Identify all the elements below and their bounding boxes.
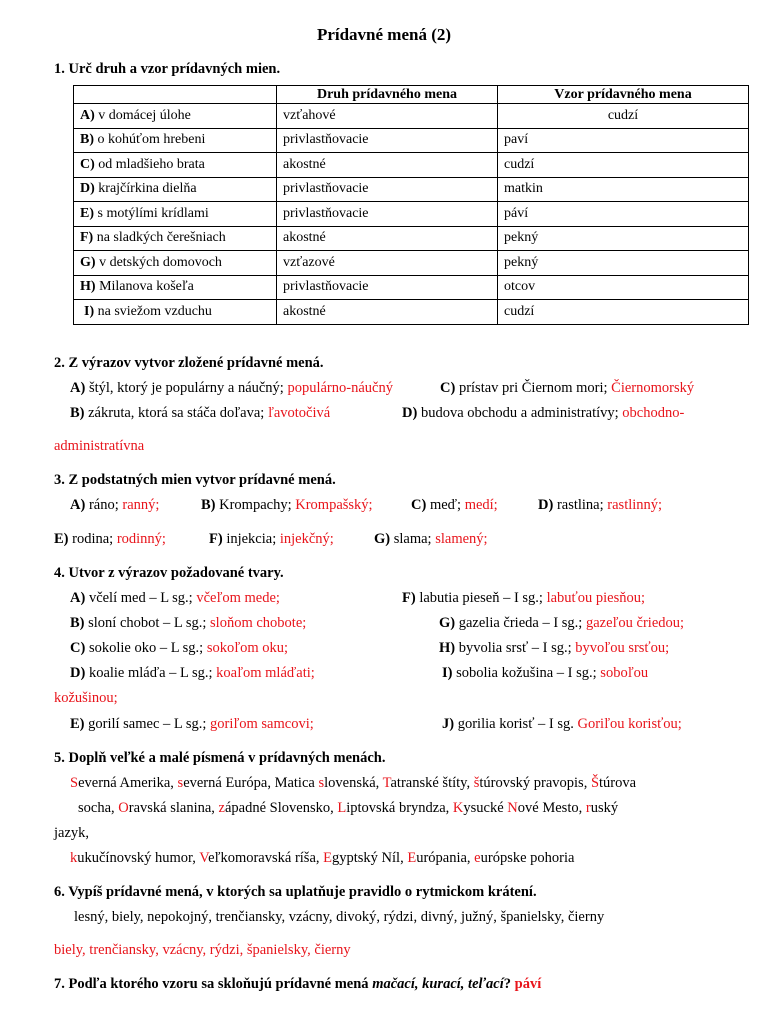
table-header-vzor: Vzor prídavného mena <box>498 86 749 104</box>
q4-item-d: D) koalie mláďa – L sg.; koaľom mláďati; <box>70 665 315 681</box>
q6-answer: biely, trenčiansky, vzácny, rýdzi, španielsky, čierny <box>54 942 351 958</box>
row-vzor: otcov <box>498 275 749 300</box>
row-druh: akostné <box>277 300 498 325</box>
answer: gazeľou čriedou; <box>585 615 685 631</box>
table-row <box>74 128 749 153</box>
row-vzor: cudzí <box>498 104 749 129</box>
answer: sokoľom oku; <box>206 640 289 656</box>
q3-item-f: F) injekcia; injekčný; <box>209 531 334 547</box>
q3-heading: 3. Z podstatných mien vytvor prídavné mená. <box>54 472 336 488</box>
answer: Krompašský; <box>295 497 373 513</box>
answer: včeľom mede; <box>196 590 280 606</box>
row-druh: privlastňovacie <box>277 128 498 153</box>
row-druh: vzťazové <box>277 251 498 276</box>
q4-item-c: C) sokolie oko – L sg.; sokoľom oku; <box>70 640 289 656</box>
q1-heading: 1. Urč druh a vzor prídavných mien. <box>54 61 281 77</box>
q6-list: lesný, biely, nepokojný, trenčiansky, vzácny, divoký, rýdzi, divný, južný, španielsky, čierny <box>74 909 605 925</box>
row-text: s motýlími krídlami <box>94 205 209 221</box>
row-letter: A) <box>80 107 95 123</box>
table-row <box>74 251 749 276</box>
q7-words: mačací, kurací, teľací <box>372 976 504 992</box>
answer: ľavotočivá <box>267 405 331 421</box>
answer: Goriľou korisťou; <box>577 716 682 732</box>
table-row <box>74 202 749 227</box>
answer: koaľom mláďati; <box>216 665 315 681</box>
answer: soboľou <box>600 665 649 681</box>
q5-line-1: Severná Amerika, severná Európa, Matica slovenská, Tatranské štíty, štúrovský pravopis, Štúrova <box>70 775 637 791</box>
row-letter: F) <box>80 230 94 246</box>
page-title: Prídavné mená (2) <box>316 25 452 44</box>
row-vzor: cudzí <box>498 300 749 325</box>
row-text: v domácej úlohe <box>94 107 191 123</box>
q7-answer: páví <box>514 976 542 992</box>
answer: rastlinný; <box>607 497 663 513</box>
row-letter: I) <box>84 303 95 319</box>
row-druh: privlastňovacie <box>277 202 498 227</box>
q6-heading: 6. Vypíš prídavné mená, v ktorých sa uplatňuje pravidlo o rytmickom krátení. <box>54 884 537 900</box>
q3-item-c: C) meď; medí; <box>411 497 498 513</box>
table-row <box>74 177 749 202</box>
row-druh: akostné <box>277 153 498 178</box>
row-vzor: pekný <box>498 251 749 276</box>
q2-item-a: A) štýl, ktorý je populárny a náučný; populárno-náučný <box>70 380 393 396</box>
q5-line-2: socha, Oravská slanina, západné Slovensko, Liptovská bryndza, Kysucké Nové Mesto, ruský <box>78 800 619 816</box>
row-letter: G) <box>80 254 96 270</box>
row-vzor: páví <box>498 202 749 227</box>
row-druh: privlastňovacie <box>277 177 498 202</box>
answer: medí; <box>464 497 498 513</box>
row-text: krajčírkina dielňa <box>94 181 197 197</box>
q3-item-g: G) slama; slamený; <box>374 531 488 547</box>
table-row <box>74 104 749 129</box>
row-text: v detských domovoch <box>95 254 222 270</box>
table-row <box>74 153 749 178</box>
row-text: od mladšieho brata <box>94 156 205 172</box>
q4-item-f: F) labutia pieseň – I sg.; labuťou piesňou; <box>402 590 645 606</box>
q5-line-4: kukučínovský humor, Veľkomoravská ríša, Egyptský Níl, Európania, európske pohoria <box>70 850 575 866</box>
answer: obchodno- <box>622 405 685 421</box>
q3-item-d: D) rastlina; rastlinný; <box>538 497 663 513</box>
q4-item-g: G) gazelia črieda – I sg.; gazeľou čriedou; <box>439 615 685 631</box>
row-text: o kohúťom hrebeni <box>94 132 206 148</box>
row-letter: D) <box>80 181 95 197</box>
q2-heading: 2. Z výrazov vytvor zložené prídavné mená. <box>54 355 324 371</box>
table-header-empty <box>74 86 277 104</box>
answer: labuťou piesňou; <box>546 590 645 606</box>
q3-item-b: B) Krompachy; Krompašský; <box>201 497 373 513</box>
answer: goriľom samcovi; <box>210 716 314 732</box>
q4-item-b: B) sloní chobot – L sg.; sloňom chobote; <box>70 615 307 631</box>
q1-table <box>73 85 749 325</box>
q3-item-a: A) ráno; ranný; <box>70 497 160 513</box>
row-letter: B) <box>80 132 94 148</box>
q4-item-i-continued: kožušinou; <box>54 690 118 706</box>
q2-item-d: D) budova obchodu a administratívy; obchodno- <box>402 405 685 421</box>
row-vzor: matkin <box>498 177 749 202</box>
table-header-druh: Druh prídavného mena <box>277 86 498 104</box>
q3-item-e: E) rodina; rodinný; <box>54 531 166 547</box>
q5-line-3: jazyk, <box>54 825 90 841</box>
answer: ranný; <box>122 497 160 513</box>
q4-heading: 4. Utvor z výrazov požadované tvary. <box>54 565 284 581</box>
q4-item-j: J) gorilia korisť – I sg. Goriľou korisťou; <box>442 716 682 732</box>
answer: injekčný; <box>279 531 334 547</box>
q4-item-a: A) včelí med – L sg.; včeľom mede; <box>70 590 280 606</box>
q2-item-c: C) prístav pri Čiernom mori; Čiernomorský <box>440 380 695 396</box>
table-row <box>74 300 749 325</box>
row-vzor: cudzí <box>498 153 749 178</box>
table-row <box>74 275 749 300</box>
row-druh: akostné <box>277 226 498 251</box>
table-header-row <box>74 86 749 104</box>
table-row <box>74 226 749 251</box>
row-vzor: pekný <box>498 226 749 251</box>
answer: Čiernomorský <box>611 380 695 396</box>
q2-item-b: B) zákruta, ktorá sa stáča doľava; ľavotočivá <box>70 405 331 421</box>
row-text: na sladkých čerešniach <box>93 230 226 246</box>
row-letter: H) <box>80 279 96 295</box>
row-text: Milanova košeľa <box>95 279 194 295</box>
answer: rodinný; <box>116 531 166 547</box>
q5-heading: 5. Doplň veľké a malé písmená v prídavných menách. <box>54 750 386 766</box>
q4-item-i: I) sobolia kožušina – I sg.; soboľou <box>442 665 649 681</box>
answer: populárno-náučný <box>287 380 393 396</box>
answer: byvoľou srsťou; <box>575 640 670 656</box>
row-letter: E) <box>80 205 94 221</box>
row-letter: C) <box>80 156 95 172</box>
answer: slamený; <box>435 531 488 547</box>
q7-heading: 7. Podľa ktorého vzoru sa skloňujú prídavné mená mačací, kurací, teľací? páví <box>54 976 542 992</box>
answer: sloňom chobote; <box>210 615 307 631</box>
q2-item-d-continued: administratívna <box>54 438 145 454</box>
row-druh: privlastňovacie <box>277 275 498 300</box>
row-text: na sviežom vzduchu <box>94 303 212 319</box>
q4-item-h: H) byvolia srsť – I sg.; byvoľou srsťou; <box>439 640 670 656</box>
q4-item-e: E) gorilí samec – L sg.; goriľom samcovi; <box>70 716 314 732</box>
row-druh: vzťahové <box>277 104 498 129</box>
row-vzor: paví <box>498 128 749 153</box>
